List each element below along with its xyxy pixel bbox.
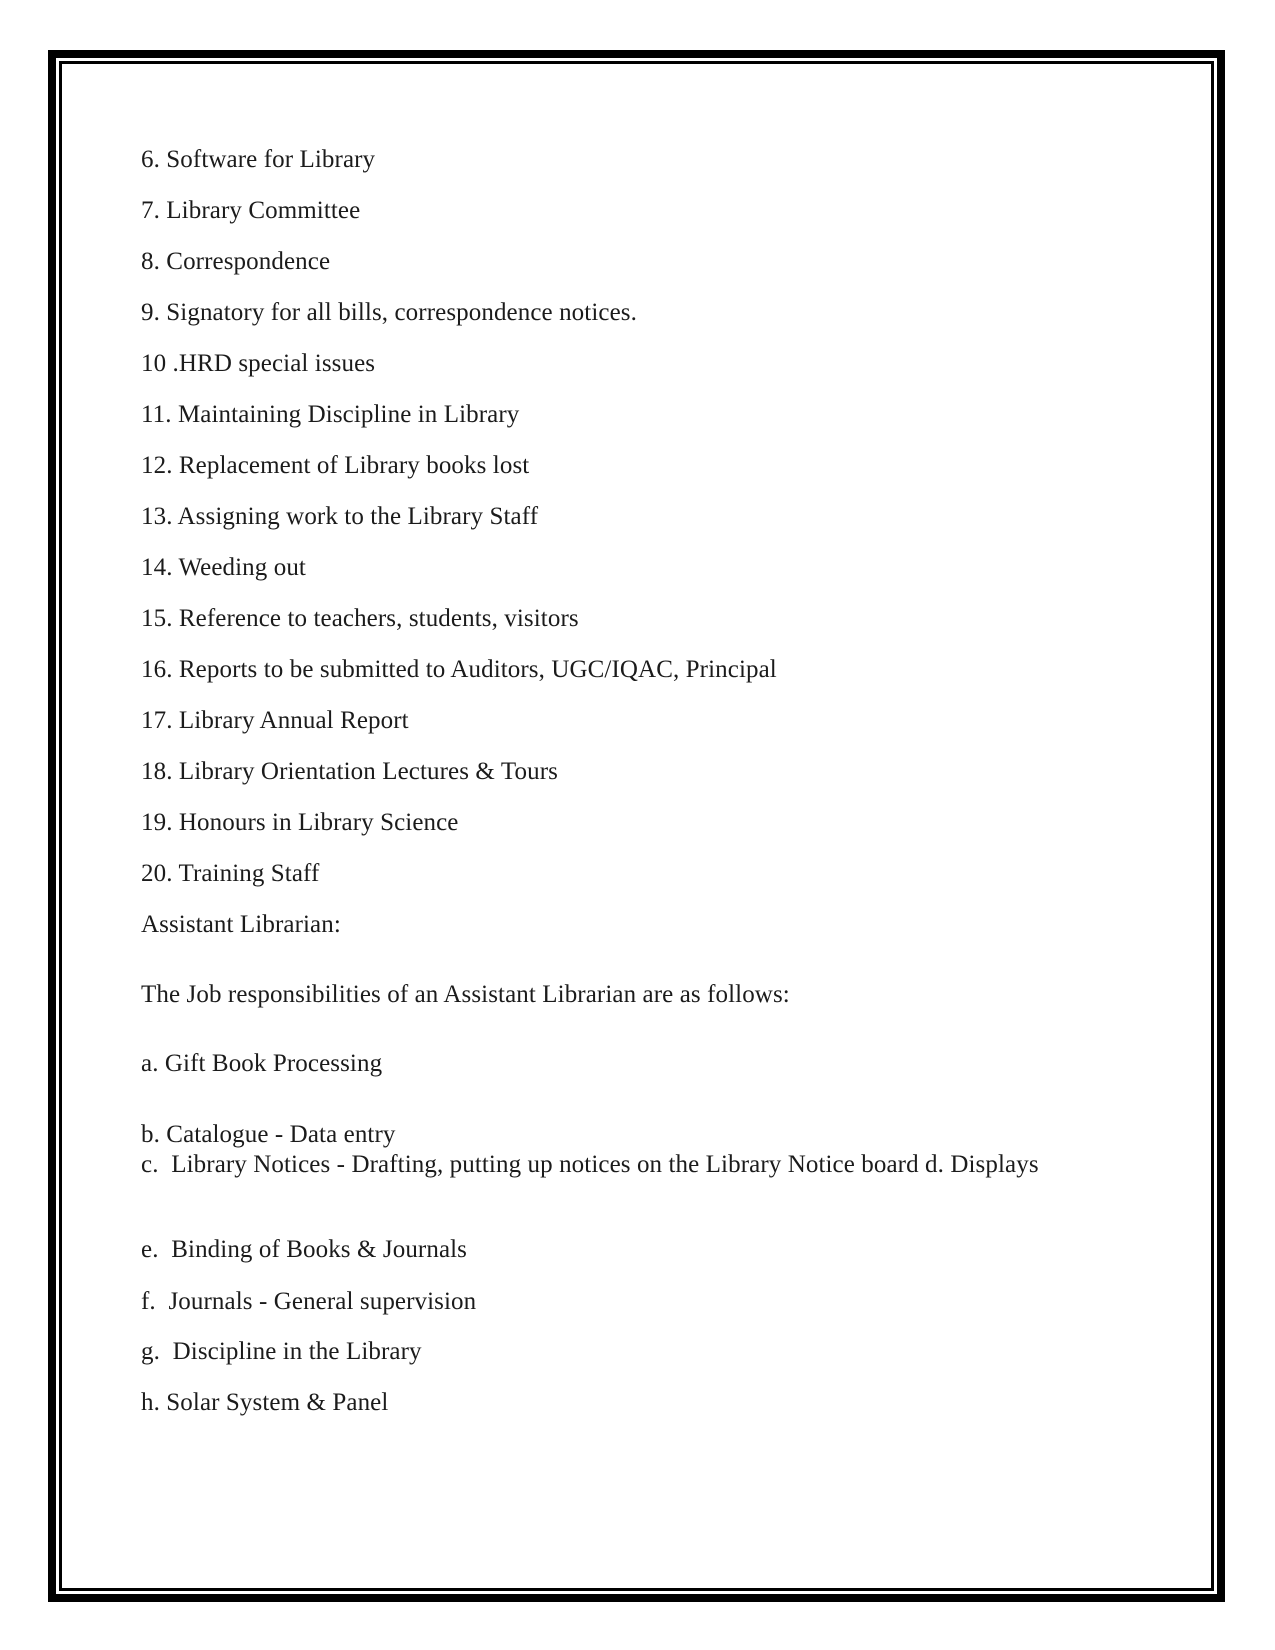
numbered-item-16: 16. Reports to be submitted to Auditors, UGC/IQAC, Principal [141,656,777,683]
lettered-item-g: g. Discipline in the Library [141,1338,422,1365]
lettered-item-f: f. Journals - General supervision [141,1288,477,1315]
numbered-item-7: 7. Library Committee [141,197,361,224]
page-border-inner [59,61,1214,1591]
section-heading: Assistant Librarian: [141,911,341,938]
numbered-item-20: 20. Training Staff [141,860,320,887]
numbered-item-19: 19. Honours in Library Science [141,809,459,836]
numbered-item-13: 13. Assigning work to the Library Staff [141,503,539,530]
lettered-item-b: b. Catalogue - Data entry [141,1121,396,1148]
numbered-item-6: 6. Software for Library [141,146,376,173]
page-content [62,64,1211,1588]
numbered-item-12: 12. Replacement of Library books lost [141,452,530,479]
numbered-item-17: 17. Library Annual Report [141,707,409,734]
page-border-outer [48,50,1225,1602]
numbered-item-8: 8. Correspondence [141,248,331,275]
numbered-item-10: 10 .HRD special issues [141,350,376,377]
numbered-item-9: 9. Signatory for all bills, correspondence notices. [141,299,637,326]
lettered-item-h: h. Solar System & Panel [141,1389,389,1416]
lettered-item-a: a. Gift Book Processing [141,1050,383,1077]
numbered-item-18: 18. Library Orientation Lectures & Tours [141,758,558,785]
lettered-item-e: e. Binding of Books & Journals [141,1236,468,1263]
lettered-item-bc [141,1120,1161,1180]
numbered-item-11: 11. Maintaining Discipline in Library [141,401,520,428]
lettered-item-c: c. Library Notices - Drafting, putting up notices on the Library Notice board d. Displays [141,1151,1039,1178]
numbered-item-15: 15. Reference to teachers, students, visitors [141,605,579,632]
numbered-item-14: 14. Weeding out [141,554,306,581]
intro-sentence: The Job responsibilities of an Assistant Librarian are as follows: [141,981,790,1008]
